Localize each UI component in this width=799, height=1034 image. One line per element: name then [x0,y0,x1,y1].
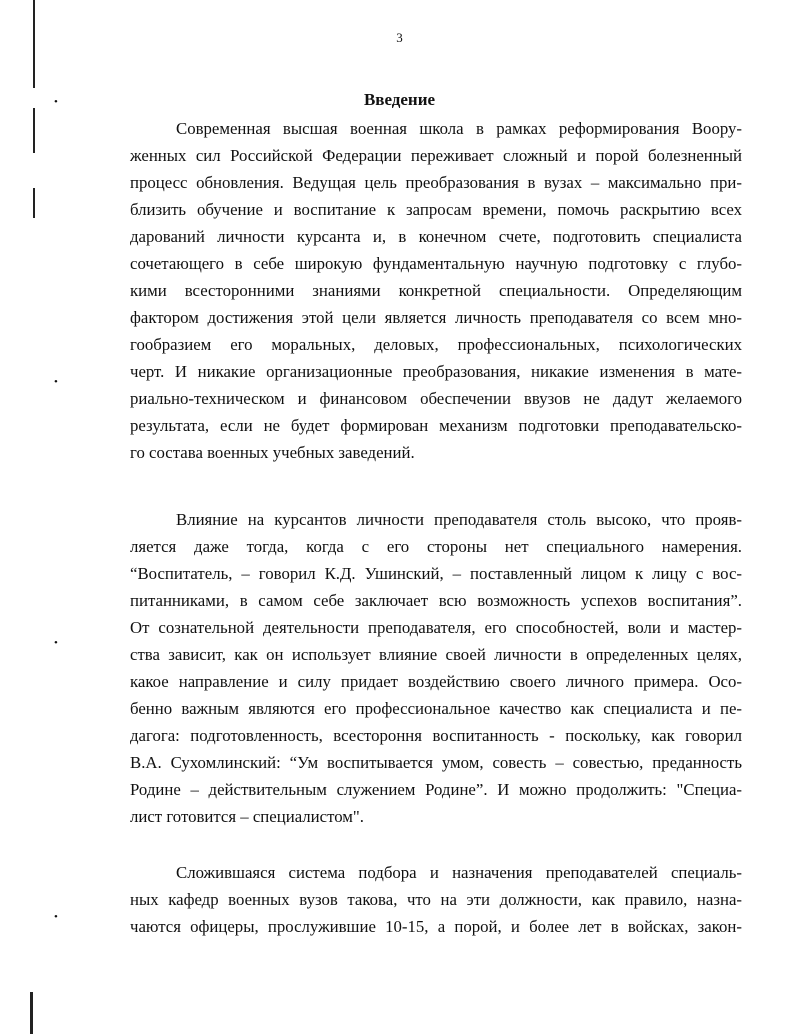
text-line: фактором достижения этой цели является личность преподавателя со всем мно- [130,308,742,327]
text-line: близить обучение и воспитание к запросам времени, помочь раскрытию всех [130,200,742,219]
text-line: риально-техническом и финансовом обеспечении ввузов не дадут желаемого [130,389,742,408]
text-line: какое направление и силу придает воздействию своего личного примера. Осо- [130,672,742,691]
text-line: черт. И никакие организационные преобразования, никакие изменения в мате- [130,362,742,381]
text-line: гообразием его моральных, деловых, профессиональных, психологических [130,335,742,354]
paragraph-3 [130,859,742,940]
text-line: От сознательной деятельности преподавателя, его способностей, воли и мастер- [130,618,742,637]
paragraph-2 [130,506,742,830]
scan-edge-line [30,992,33,1034]
punch-hole-mark: • [54,376,58,388]
text-line: бенно важным являются его профессиональное качество как специалиста и пе- [130,699,742,718]
paragraph-1 [130,115,742,466]
text-line: чаются офицеры, прослужившие 10-15, а порой, и более лет в войсках, закон- [130,917,742,936]
text-line: дарований личности курсанта и, в конечном счете, подготовить специалиста [130,227,742,246]
page-title: Введение [363,90,436,109]
scan-edge-line [33,108,35,153]
text-line: сочетающего в себе широкую фундаментальную научную подготовку с глубо- [130,254,742,273]
text-line: В.А. Сухомлинский: “Ум воспитывается умом, совесть – совестью, преданность [130,753,742,772]
punch-hole-mark: • [54,637,58,649]
text-line: го состава военных учебных заведений. [130,443,415,462]
text-line: ляется даже тогда, когда с его стороны нет специального намерения. [130,537,742,556]
text-line: ных кафедр военных вузов такова, что на эти должности, как правило, назна- [130,890,742,909]
text-line: результата, если не будет формирован механизм подготовки преподавательско- [130,416,742,435]
text-line: Сложившаяся система подбора и назначения преподавателей специаль- [176,863,742,882]
scan-edge-line [33,188,35,218]
text-line: кими всесторонними знаниями конкретной специальности. Определяющим [130,281,742,300]
punch-hole-mark: • [54,911,58,923]
text-line: дагога: подготовленность, всестороння воспитанность - поскольку, как говорил [130,726,742,745]
text-line: питанниками, в самом себе заключает всю возможность успехов воспитания”. [130,591,742,610]
text-line: ства зависит, как он использует влияние своей личности в определенных целях, [130,645,742,664]
page-number: 3 [396,30,403,45]
text-line: “Воспитатель, – говорил К.Д. Ушинский, – поставленный лицом к лицу с вос- [130,564,742,583]
text-line: Влияние на курсантов личности преподавателя столь высоко, что прояв- [176,510,742,529]
text-line: процесс обновления. Ведущая цель преобразования в вузах – максимально при- [130,173,742,192]
punch-hole-mark: • [54,96,58,108]
text-line: женных сил Российской Федерации переживает сложный и порой болезненный [130,146,742,165]
text-line: лист готовится – специалистом". [130,807,364,826]
text-line: Родине – действительным служением Родине”. И можно продолжить: "Специа- [130,780,742,799]
text-line: Современная высшая военная школа в рамках реформирования Воору- [176,119,742,138]
